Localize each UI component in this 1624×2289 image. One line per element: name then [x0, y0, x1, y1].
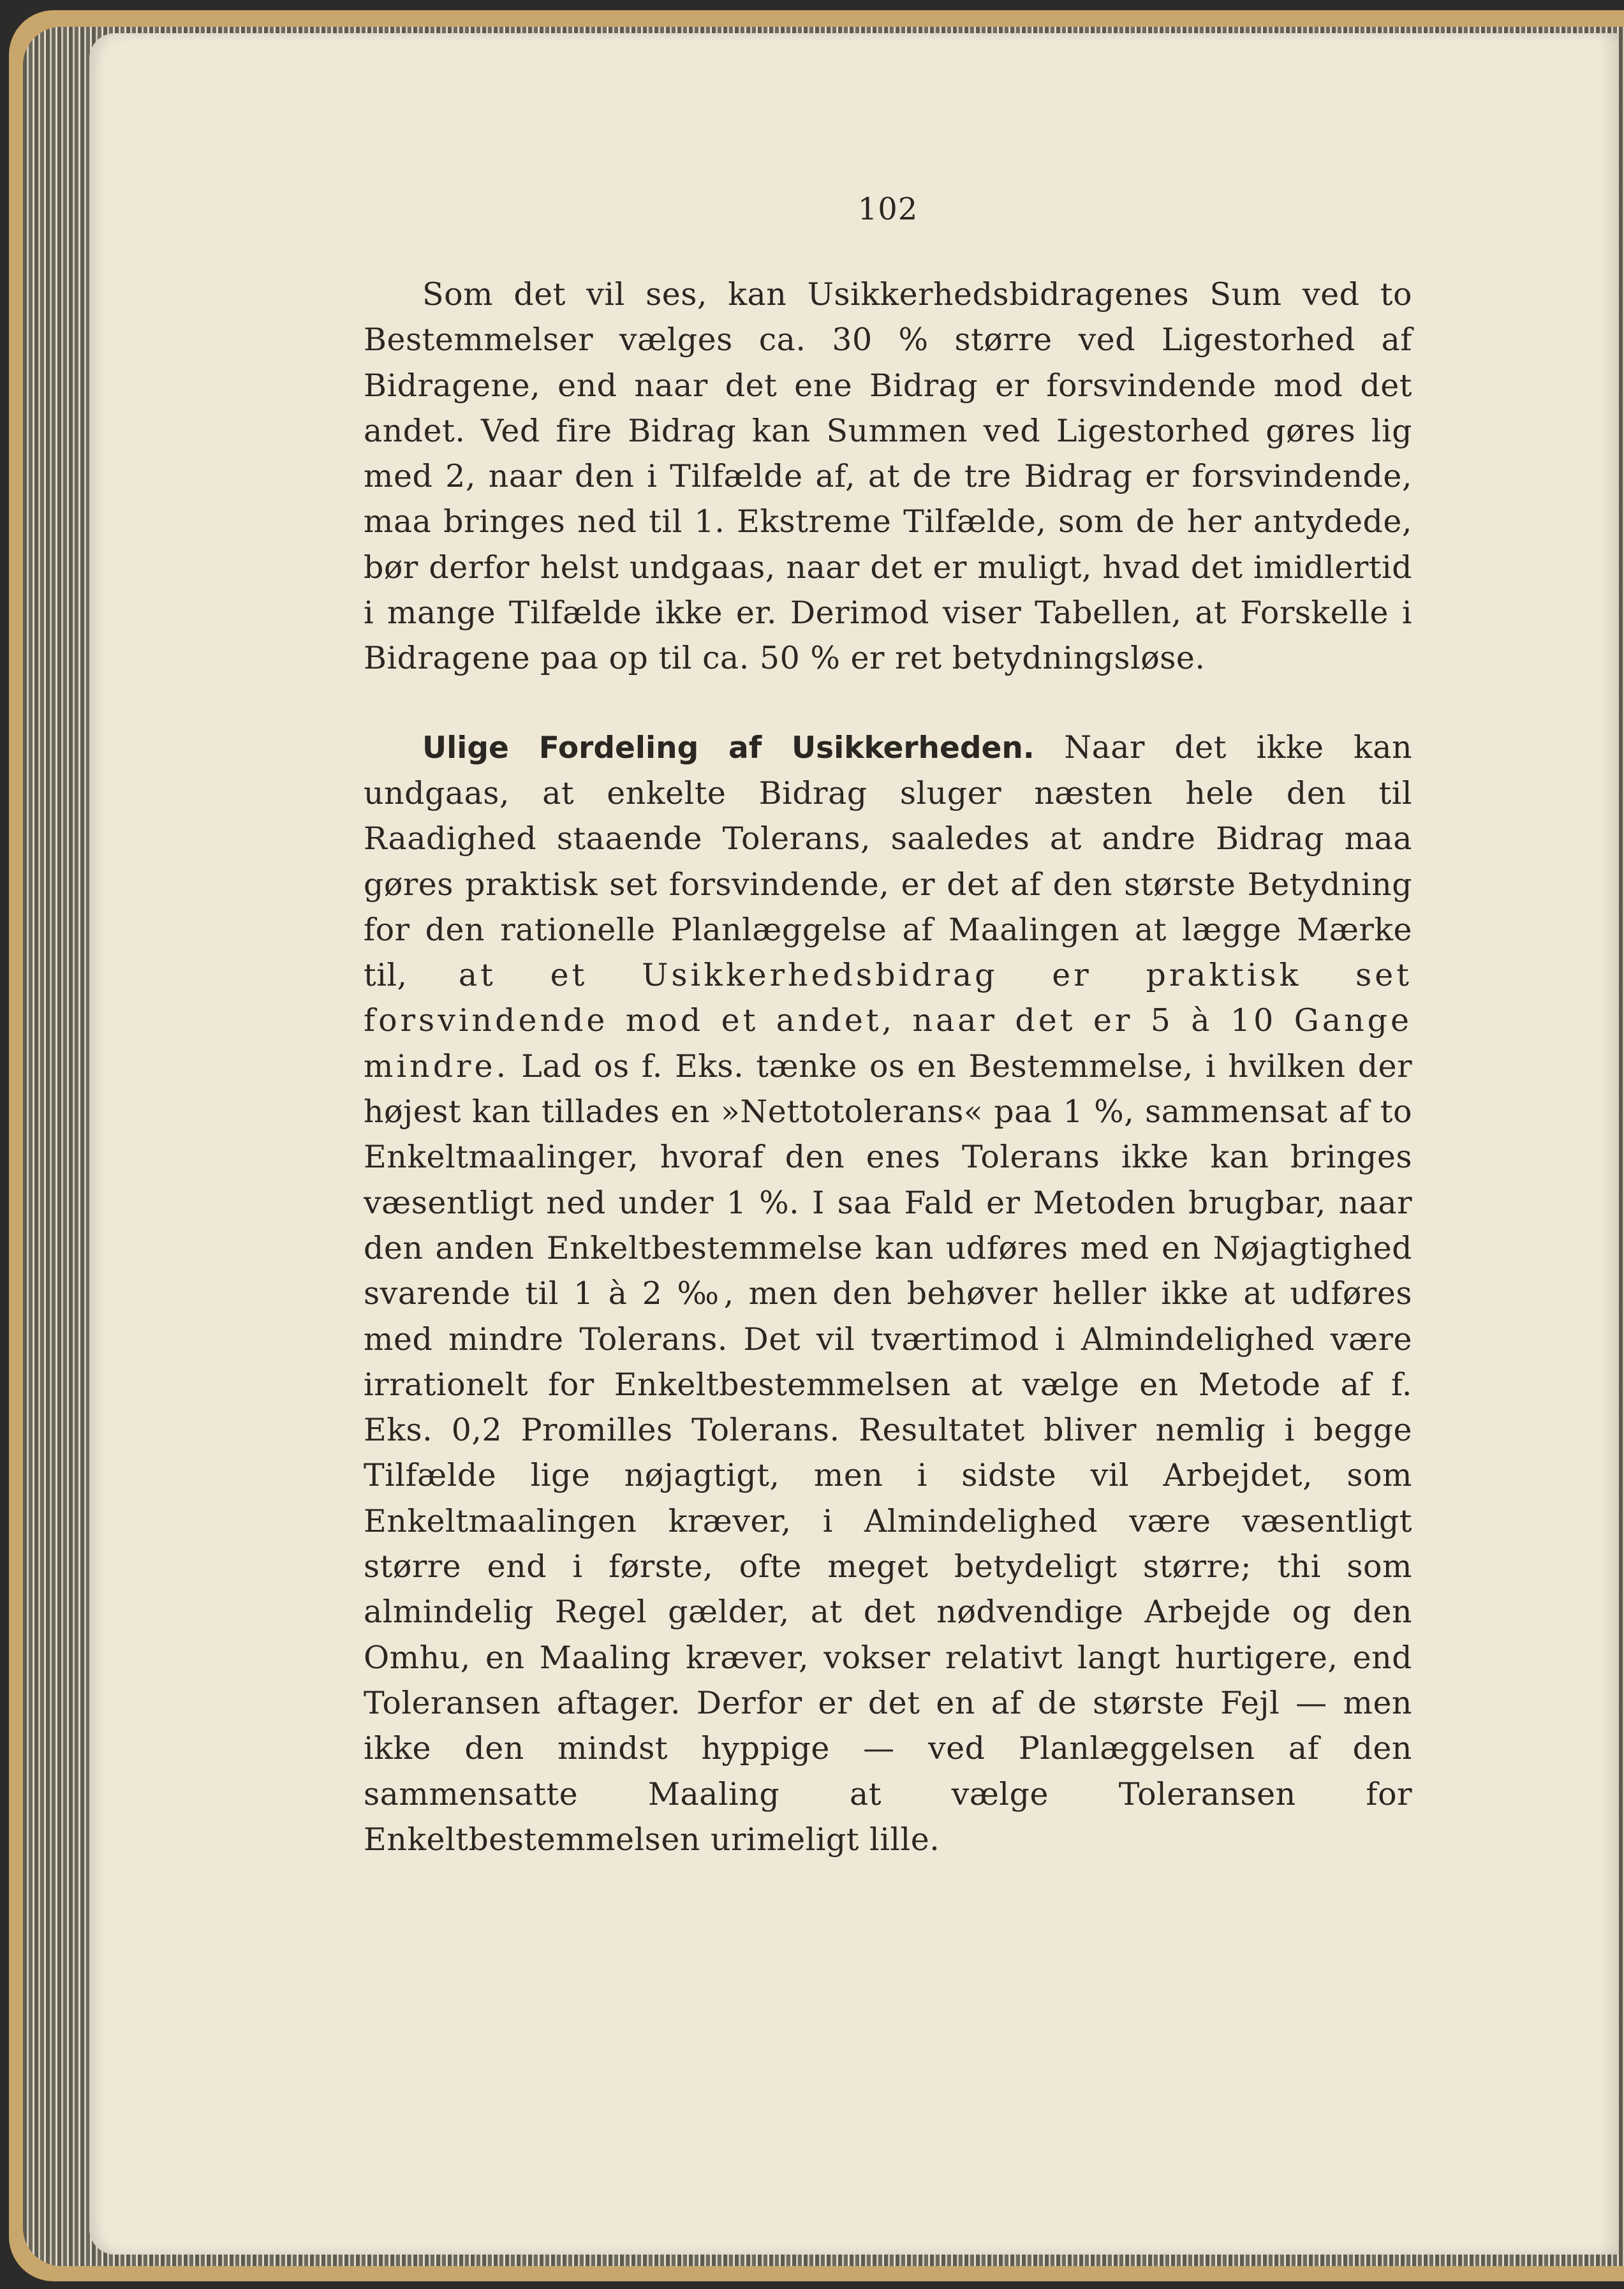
paragraph-2-emphasis: at et Usikkerhedsbidrag er praktisk set forsvindende mod et andet, naar det er 5 à 10 Gange mindre. [364, 957, 1412, 1085]
page-text-block [364, 191, 1412, 1862]
paragraph-2-text-b: Lad os f. Eks. tænke os en Bestemmelse, i hvilken der højest kan tillades en »Nettotolerans« paa 1 %, sammensat af to Enkeltmaalinger, hvoraf den enes Tolerans ikke kan bringes væsentligt ned under 1 %. I saa Fald er Metoden brugbar, naar den anden Enkeltbestemmelse kan udføres med en Nøjagtighed svarende til 1 à 2 ‰, men den behøver heller ikke at udføres med mindre Tolerans. Det vil tværtimod i Almindelighed være irrationelt for Enkeltbestemmelsen at vælge en Metode af f. Eks. 0,2 Promilles Tolerans. Resultatet bliver nemlig i begge Tilfælde lige nøjagtigt, men i sidste vil Arbejdet, som Enkeltmaalingen kræver, i Almindelighed være væsentligt større end i første, ofte meget betydeligt større; thi som almindelig Regel gælder, at det nødvendige Arbejde og den Omhu, en Maaling kræver, vokser relativt langt hurtigere, end Toleransen aftager. Derfor er det en af de største Fejl — men ikke den mindst hyppige — ved Planlæggelsen af den sammensatte Maaling at vælge Toleransen for Enkeltbestemmelsen urimeligt lille. [364, 1048, 1412, 1858]
page-curl-shadow [1600, 33, 1619, 2255]
section-heading: Ulige Fordeling af Usikkerheden. [422, 730, 1035, 766]
paragraph-1 [364, 272, 1412, 681]
page-number: 102 [857, 191, 919, 227]
paragraph-2 [364, 725, 1412, 1862]
paragraph-2-text-a: Naar det ikke kan undgaas, at enkelte Bidrag sluger næsten hele den til Raadighed staaende Tolerans, saaledes at andre Bidrag maa gøres praktisk set forsvindende, er det af den største Betydning for den rationelle Planlæggelse af Maalingen at lægge Mærke til, [364, 729, 1413, 994]
paragraph-spacer [364, 681, 1412, 725]
paragraph-1-text: Som det vil ses, kan Usikkerhedsbidragenes Sum ved to Bestemmelser vælges ca. 30 % større ved Ligestorhed af Bidragene, end naar det ene Bidrag er forsvindende mod det andet. Ved fire Bidrag kan Summen ved Ligestorhed gøres lig med 2, naar den i Tilfælde af, at de tre Bidrag er forsvindende, maa bringes ned til 1. Ekstreme Tilfælde, som de her antydede, bør derfor helst undgaas, naar det er muligt, hvad det imidlertid i mange Tilfælde ikke er. Derimod viser Tabellen, at Forskelle i Bidragene paa op til ca. 50 % er ret betydningsløse. [364, 276, 1412, 677]
